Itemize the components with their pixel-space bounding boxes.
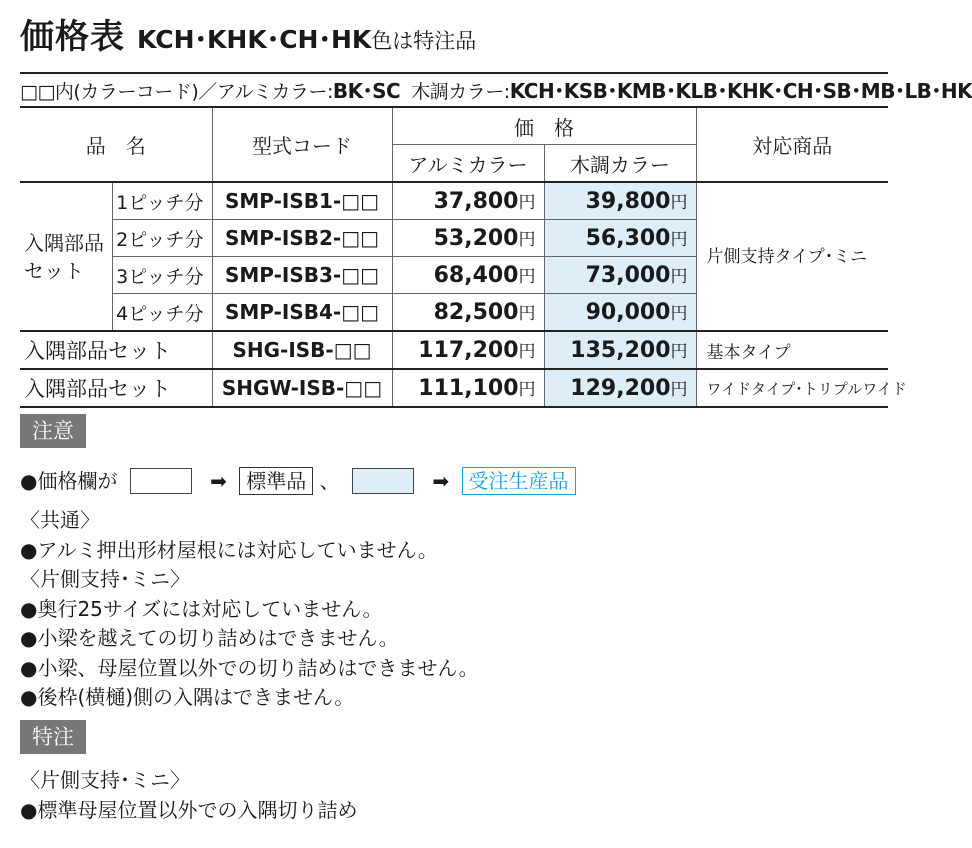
model-code: SMP-ISB2-□□	[212, 220, 392, 257]
price-legend	[20, 464, 576, 494]
made-to-order-swatch	[352, 468, 414, 494]
wood-price: 73,000円	[544, 257, 696, 294]
list-item: ●小梁、母屋位置以外での切り詰めはできません。	[20, 655, 479, 680]
aluminum-price: 82,500円	[392, 294, 544, 332]
compatible-products: 片側支持タイプ･ミニ	[696, 182, 888, 331]
wood-price: 39,800円	[544, 182, 696, 220]
aluminum-price: 68,400円	[392, 257, 544, 294]
header-aluminum: アルミカラー	[392, 145, 544, 183]
title-suffix: 色は特注品	[371, 29, 477, 53]
price-table	[20, 106, 907, 408]
pitch-label: 4ピッチ分	[112, 294, 212, 332]
wood-color-codes: KCH･KSB･KMB･KLB･KHK･CH･SB･MB･LB･HK	[509, 79, 972, 103]
table-row	[20, 182, 888, 220]
header-price: 価 格	[392, 107, 696, 145]
wood-price: 90,000円	[544, 294, 696, 332]
aluminum-price: 117,200円	[392, 331, 544, 369]
standard-label: 標準品	[239, 467, 313, 495]
caution-tag: 注意	[20, 414, 86, 448]
caution-notes	[20, 506, 479, 713]
table-row	[20, 369, 888, 407]
list-item: ●標準母屋位置以外での入隅切り詰め	[20, 797, 358, 822]
standard-swatch	[130, 468, 192, 494]
table-header-row	[20, 107, 888, 145]
aluminum-price: 37,800円	[392, 182, 544, 220]
pitch-label: 3ピッチ分	[112, 257, 212, 294]
model-code: SMP-ISB1-□□	[212, 182, 392, 220]
wood-price: 129,200円	[544, 369, 696, 407]
title-main: 価格表	[20, 17, 125, 57]
product-name: 入隅部品セット	[20, 331, 212, 369]
special-order-tag: 特注	[20, 720, 86, 754]
list-item: ●小梁を越えての切り詰めはできません。	[20, 626, 399, 650]
header-products: 対応商品	[696, 107, 888, 182]
legend-separator: 、	[319, 468, 340, 493]
aluminum-color-codes: BK･SC	[332, 79, 401, 103]
model-code: SHG-ISB-□□	[212, 331, 392, 369]
wood-color-prefix: 木調カラー:	[411, 81, 510, 103]
product-name: 入隅部品セット	[20, 369, 212, 407]
color-code-note	[20, 72, 972, 106]
group-name: 入隅部品セット	[20, 182, 112, 331]
list-item: ●奥行25サイズには対応していません。	[20, 596, 383, 621]
title-color-codes: KCH･KHK･CH･HK	[137, 25, 372, 54]
list-item: 〈共通〉	[20, 508, 100, 532]
made-to-order-label: 受注生産品	[462, 467, 576, 495]
arrow-right-icon: ➡	[210, 468, 227, 493]
header-name: 品 名	[20, 107, 212, 182]
color-note-prefix: □□内(カラーコード)／アルミカラー:	[20, 81, 333, 103]
legend-prefix: ●価格欄が	[20, 468, 118, 493]
page-title	[20, 17, 477, 57]
wood-price: 56,300円	[544, 220, 696, 257]
pitch-label: 2ピッチ分	[112, 220, 212, 257]
list-item: 〈片側支持･ミニ〉	[20, 567, 190, 591]
wood-price: 135,200円	[544, 331, 696, 369]
arrow-right-icon: ➡	[432, 468, 450, 493]
header-wood: 木調カラー	[544, 145, 696, 183]
list-item: 〈片側支持･ミニ〉	[20, 768, 190, 792]
pitch-label: 1ピッチ分	[112, 182, 212, 220]
list-item: ●アルミ押出形材屋根には対応していません。	[20, 537, 438, 562]
special-order-notes	[20, 766, 357, 825]
compatible-products: 基本タイプ	[696, 331, 888, 369]
aluminum-price: 53,200円	[392, 220, 544, 257]
header-code: 型式コード	[212, 107, 392, 182]
table-row	[20, 331, 888, 369]
list-item: ●後枠(横樋)側の入隅はできません。	[20, 685, 355, 709]
compatible-products: ワイドタイプ･トリプルワイド	[696, 369, 888, 407]
model-code: SMP-ISB3-□□	[212, 257, 392, 294]
model-code: SHGW-ISB-□□	[212, 369, 392, 407]
aluminum-price: 111,100円	[392, 369, 544, 407]
model-code: SMP-ISB4-□□	[212, 294, 392, 332]
